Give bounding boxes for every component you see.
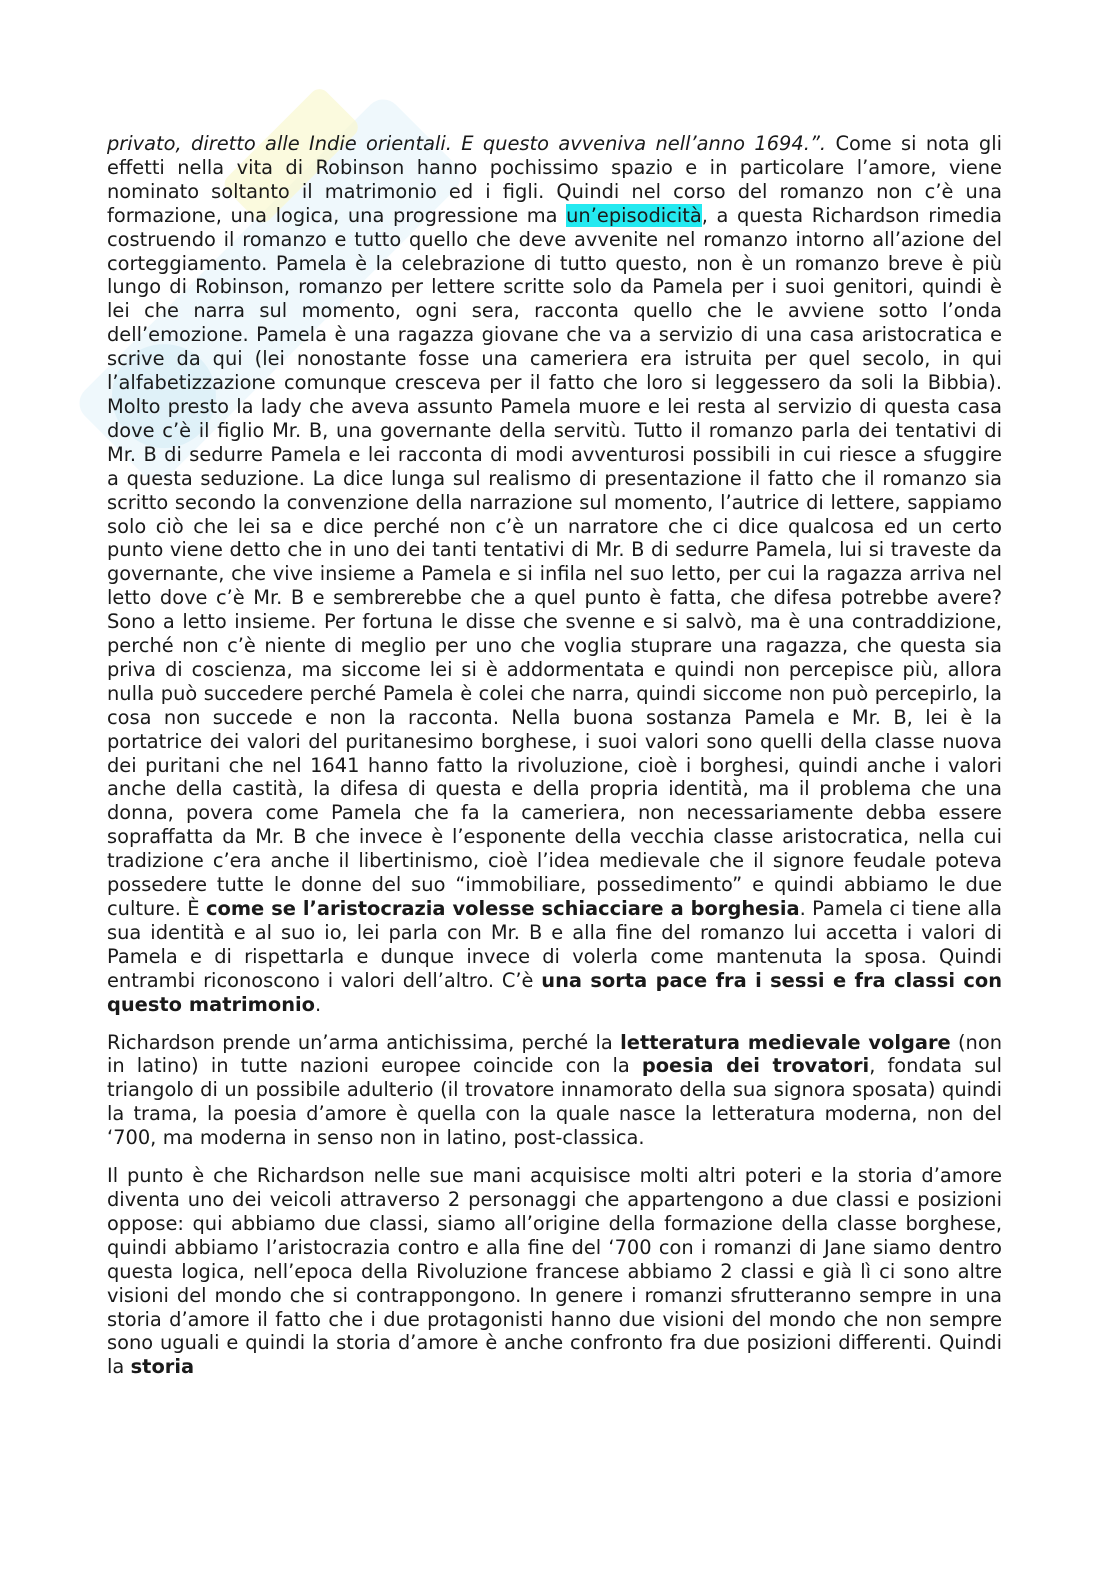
bold-phrase: storia bbox=[130, 1355, 195, 1379]
text-span: (non in latino) in tutte nazioni europee coincide con la bbox=[107, 1030, 1003, 1078]
text-span: . bbox=[315, 992, 322, 1016]
bold-phrase: poesia dei trovatori bbox=[641, 1054, 870, 1078]
paragraph-richardson bbox=[107, 1164, 1002, 1379]
quote-robinson: privato, diretto alle Indie orientali. E questo avveniva nell’anno 1694.”. bbox=[107, 132, 827, 155]
text-span: Il punto è che Richardson nelle sue mani acquisisce molti altri poteri e la storia d’amore diventa uno dei veicoli attraverso 2 personaggi che appartengono a due classi e posizioni oppose: qui abbiamo due classi, siamo all’origine della formazione della classe borghese, quindi abbiamo l’aristocrazia contro e alla fine del ‘700 con i romanzi di Jane siamo dentro questa logica, nell’epoca della Rivoluzione francese abbiamo 2 classi e già lì ci sono altre visioni del mondo che si contrappongono. In genere i romanzi sfrutteranno sempre in una storia d’amore il fatto che i due protagonisti hanno due visioni del mondo che non sempre sono uguali e quindi la storia d’amore è anche confronto fra due posizioni differenti. Quindi la bbox=[107, 1164, 1002, 1379]
bold-phrase: una sorta pace fra i sessi e fra classi con questo matrimonio bbox=[107, 968, 1003, 1016]
bold-phrase: come se l’aristocrazia volesse schiacciare a borghesia bbox=[206, 897, 800, 920]
text-span: , a questa Richardson rimedia costruendo il romanzo e tutto quello che deve avvenite nel romanzo intorno all’azione del corteggiamento. Pamela è la celebrazione di tutto questo, non è un romanzo breve è più lungo di Robinson, romanzo per lettere scritte solo da Pamela per i suoi genitori, quindi è lei che narra sul momento, ogni sera, racconta quello che le avviene sotto l’onda dell’emozione. Pamela è una ragazza giovane che va a servizio di una casa aristocratica e scrive da qui (lei nonostante fosse una cameriera era istruita per quel secolo, in qui l’alfabetizzazione comunque cresceva per il fatto che loro si leggessero da soli la Bibbia). Molto presto la lady che aveva assunto Pamela muore e lei resta al servizio di questa casa dove c’è il figlio Mr. B, una governante della servitù. Tutto il romanzo parla dei tentativi di Mr. B di sedurre Pamela e lei racconta di modi avventurosi possibili in cui riesce a sfuggire a questa seduzione. La dice lunga sul realismo di presentazione il fatto che il romanzo sia scritto secondo la convenzione della narrazione sul momento, l’autrice di lettere, sappiamo solo ciò che lei sa e dice perché non c’è un narratore che ci dice qualcosa ed un certo punto viene detto che in uno dei tanti tentativi di Mr. B di sedurre Pamela, lui si traveste da governante, che vive insieme a Pamela e si infila nel suo letto, per cui la ragazza arriva nel letto dove c’è Mr. B e sembrerebbe che a quel punto è fatta, che difesa potrebbe avere? Sono a letto insieme. Per fortuna le disse che svenne e si salvò, ma è una contraddizione, perché non c’è niente di meglio per uno che voglia stuprare una ragazza, che questa sia priva di coscienza, ma siccome lei si è addormentata e quindi non percepisce più, allora nulla può succedere perché Pamela è colei che narra, quindi siccome non può percepirlo, la cosa non succede e non la racconta. Nella buona sostanza Pamela e Mr. B, lei è la portatrice dei valori del puritanesimo borghese, i suoi valori sono quelli della classe nuova dei puritani che nel 1641 hanno fatto la rivoluzione, cioè i borghesi, quindi anche i valori anche della castità, la difesa di questa e della propria identità, ma il problema che una donna, povera come Pamela che fa la cameriera, non necessariamente debba essere sopraffatta da Mr. B che invece è l’esponente della vecchia classe aristocratica, nella cui tradizione c’era anche il libertinismo, cioè l’idea medievale che il signore feudale poteva possedere tutte le donne del suo “immobiliare, possedimento” e quindi abbiamo le due culture. È bbox=[107, 203, 1002, 920]
highlighted-term: un’episodicità bbox=[566, 203, 702, 227]
document-page bbox=[107, 132, 1002, 1393]
paragraph-pamela bbox=[107, 132, 1002, 1017]
text-span: Come si nota gli effetti nella vita di Robinson hanno pochissimo spazio e in particolare l’amore, viene nominato soltanto il matrimonio ed i figli. Quindi nel corso del romanzo non c’è una formazione, una logica, una progressione ma bbox=[107, 132, 1002, 227]
paragraph-trovatori bbox=[107, 1031, 1002, 1151]
text-span: . Pamela ci tiene alla sua identità e al suo io, lei parla con Mr. B e alla fine del romanzo lui accetta i valori di Pamela e di rispettarla e dunque invece di volerla come mantenuta la sposa. Quindi entrambi riconoscono i valori dell’altro. C’è bbox=[107, 897, 1002, 992]
bold-phrase: letteratura medievale volgare bbox=[620, 1030, 951, 1054]
text-span: Richardson prende un’arma antichissima, perché la bbox=[107, 1030, 621, 1054]
text-span: , fondata sul triangolo di un possibile adulterio (il trovatore innamorato della sua signora sposata) quindi la trama, la poesia d’amore è quella con la quale nasce la letteratura moderna, non del ‘700, ma moderna in senso non in latino, post-classica. bbox=[107, 1054, 1003, 1150]
